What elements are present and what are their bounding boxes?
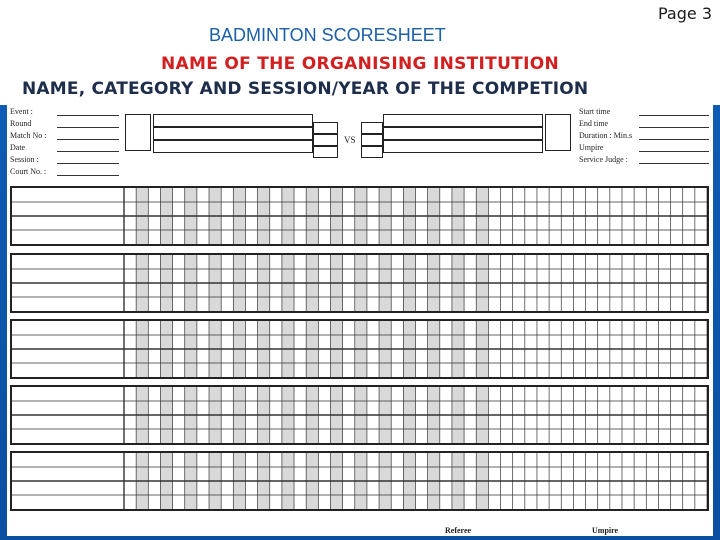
score-grid-game-3[interactable] (10, 319, 709, 379)
team-a-score-box-1[interactable] (313, 122, 338, 134)
court-no-label: Court No. : (10, 167, 47, 176)
court-no-field-line[interactable] (57, 175, 119, 176)
team-b-seed-box[interactable] (545, 114, 571, 151)
team-a-club-box[interactable] (153, 114, 313, 127)
date-label: Date (10, 143, 26, 152)
sheet-title: BADMINTON SCORESHEET (209, 25, 446, 45)
round-label: Round (10, 119, 32, 128)
team-b-score-box-2[interactable] (361, 134, 383, 146)
start-time-field-line[interactable] (639, 115, 709, 116)
umpire-field-label: Umpire (579, 143, 604, 152)
page-number: Page 3 (658, 4, 712, 23)
score-grid-game-4[interactable] (10, 385, 709, 445)
match-no-label: Match No : (10, 131, 47, 140)
service-judge-field-line[interactable] (639, 163, 709, 164)
competition-heading: NAME, CATEGORY AND SESSION/YEAR OF THE COMPETION (22, 79, 589, 99)
score-grid-game-5[interactable] (10, 451, 709, 511)
end-time-field-line[interactable] (639, 127, 709, 128)
team-b-club-box[interactable] (383, 114, 543, 127)
score-grid-game-1[interactable] (10, 186, 709, 246)
end-time-label: End time (579, 119, 609, 128)
start-time-label: Start time (579, 107, 611, 116)
team-b-score-box-1[interactable] (361, 122, 383, 134)
institution-heading: NAME OF THE ORGANISING INSTITUTION (161, 54, 559, 74)
umpire-signature-label: Umpire (592, 526, 619, 535)
session-field-line[interactable] (57, 163, 119, 164)
duration-field-line[interactable] (639, 139, 709, 140)
team-a-player2-box[interactable] (153, 140, 313, 153)
round-field-line[interactable] (57, 127, 119, 128)
versus-label: VS (344, 135, 356, 145)
team-a-score-box-2[interactable] (313, 134, 338, 146)
session-label: Session : (10, 155, 39, 164)
date-field-line[interactable] (57, 151, 119, 152)
service-judge-label: Service Judge : (579, 155, 628, 164)
scoresheet-form (7, 102, 713, 536)
match-no-field-line[interactable] (57, 139, 119, 140)
score-grid-game-2[interactable] (10, 253, 709, 313)
team-a-seed-box[interactable] (125, 114, 151, 151)
team-b-score-box-3[interactable] (361, 146, 383, 158)
event-label: Event : (10, 107, 33, 116)
umpire-field-line[interactable] (639, 151, 709, 152)
team-b-player2-box[interactable] (383, 140, 543, 153)
referee-signature-label: Referee (445, 526, 472, 535)
team-a-score-box-3[interactable] (313, 146, 338, 158)
team-b-player1-box[interactable] (383, 127, 543, 140)
team-a-player1-box[interactable] (153, 127, 313, 140)
event-field-line[interactable] (57, 115, 119, 116)
duration-label: Duration : Min.s (579, 131, 633, 140)
